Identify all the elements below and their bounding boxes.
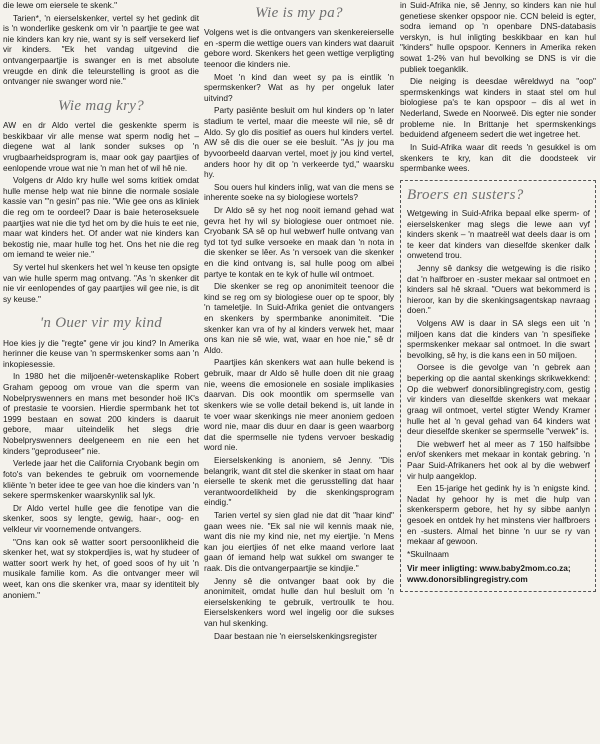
paragraph: Dr Aldo vertel hulle gee die fenotipe van die skenker, soos sy lengte, gewig, haar-, oog- en velkleur vir voornemende ontvangers. (3, 502, 199, 534)
section-heading-wie-is-my-pa: Wie is my pa? (255, 5, 343, 21)
sidebar-box-broers-en-susters (400, 180, 596, 592)
paragraph: Die skenker se reg op anonimiteit teenoor die kind se reg om sy biologiese ouer op te spoor, bly 'n tameletjie. In Suid-Afrika geniet die ontvangers en skenkers by spermbanke anonimiteit. "Die skenker kan vra of hy al kinders verwek het, maar ons kan nie sê wie, wat, waar en hoe nie," sê dr Aldo. (204, 281, 394, 355)
paragraph: Volgens dr Aldo kry hulle wel soms kritiek omdat hulle mense help wat nie binne die normale sosiale kassie van "'n gesin" pas nie. "Wie gee ons as kliniek die reg om te oordeel? Daar is baie heteroseksuele paartjies wat nie die tyd het om by die huis te eet nie, maar wat kinders het. Of ander wat nie kinders kan bekostig nie, maar hulle tog het. Ons het nie die reg om iemand te weier nie." (3, 175, 199, 260)
paragraph: Eierselskenking is anoniem, sê Jenny. "Dis belangrik, want dit stel die skenker in staat om haar eierselle te skenk met die gerusstelling dat haar verantwoordelikheid by die skenkingsprogram eindig." (204, 454, 394, 508)
paragraph: Oorsee is die gevolge van 'n gebrek aan beperking op die aantal skenkings skrikwekkend: Op die webwerf donorsiblingregistry.com, gestig vir kinders van dieselfde skenkers wat mekaar graag wil ontmoet, vertel stigter Wendy Kramer hulle het al 'n geval gehad van 64 kinders wat deur dieselfde skenker se spermselle "verwek" is. (407, 362, 590, 437)
paragraph: die lewe om eiersele te skenk." (3, 0, 118, 10)
section-heading-ouer-vir-my-kind: 'n Ouer vir my kind (39, 315, 163, 332)
column-3 (400, 0, 596, 744)
paragraph: Volgens wet is die ontvangers van skenkereierselle en -sperm die wettige ouers van kinders wat daaruit gebore word. Skenkers het geen wettige verpligting teenoor die kinders nie. (204, 27, 394, 70)
paragraph: Jenny sê danksy die wetgewing is die risiko dat 'n halfbroer en -suster mekaar sal ontmoet en kinders sal hê skraal. "Ouers wat bekommerd is hieroor, kan by die skenkingsagentskap navraag doen." (407, 262, 590, 316)
paragraph: in Suid-Afrika nie, sê Jenny, so kinders kan nie hul genetiese skenker opspoor nie. CCN beleid is egter, sodra iemand op 'n openbare DNS-databasis verskyn, is hul inligting beskikbaar en kan hul "kinders" hulle opspoor. Kenners in Amerika reken sowat 1-2% van hul bevolking se DNS is vir die publiek toeganklik. (400, 0, 596, 74)
section-heading-wie-mag-kry: Wie mag kry? (57, 97, 145, 114)
paragraph: In Suid-Afrika waar dit reeds 'n gesukkel is om skenkers te kry, kan dit die doodsteek vir spermbanke wees. (400, 141, 596, 174)
sidebar-heading: Broers en susters? (407, 186, 524, 203)
column-1 (3, 0, 199, 744)
paragraph: In 1980 het die miljoenêr-wetenskaplike Robert Graham gepoog om vroue van die sperm van Nobelpryswenners en mans met besonder hoë IK's of prestasie te voorsien. Hierdie spermbank het tot 1999 bestaan en sowat 200 kinders is daaruit gebore, maar uiteindelik het slegs drie Nobelpryswenners deelgeneem en nie een het kinders "geproduseer" nie. (3, 371, 199, 456)
paragraph: Daar bestaan nie 'n eierselskenkingsregister (214, 630, 378, 641)
paragraph: AW en dr Aldo vertel die geskenkte sperm is beskikbaar vir alle mense wat sperm nodig het – diegene wat al lank sonder sukses op 'n vrugbaarheidsprogram is, maar ook gay paartjies of eenlopende vroue wat nie 'n man het of wil hê nie. (3, 120, 199, 173)
paragraph: Sy vertel hul skenkers het wel 'n keuse ten opsigte van wie hulle sperm mag ontvang. "As 'n skenker dit nie vir eenlopendes of gay paartjies wil gee nie, is dit sy keuse." (3, 261, 199, 304)
paragraph: Dr Aldo sê sy het nog nooit iemand gehad wat gevra het hy wil sy biologiese ouer ontmoet nie. Cryobank SA sê op hul webwerf hulle ontvang van tyd tot tyd sulke versoeke en maak dan 'n nota in die skenker se lêer. As 'n versoek van die skenker en die kind ontvang is, sal hulle poog om albei partye te kontak en te kyk of hulle wil ontmoet. (204, 204, 394, 279)
paragraph: Paartjies kán skenkers wat aan hulle bekend is gebruik, maar dr Aldo sê hulle doen dit nie graag nie, weens die emosionele en sosiale implikasies daarvan. Dis ook moontlik om spermselle van skenkers wie se volle detail bekend is, uit lande in te voer waar skenkings nie meer anoniem gedoen word nie, maar dis duur en daar is geen waarborg dat die spermselle nie tydens vervoer beskadig word nie. (204, 357, 394, 453)
paragraph: Hoe kies jy die "regte" gene vir jou kind? In Amerika herinner die keuse van 'n spermskenker soms aan 'n inkopiesessie. (3, 337, 199, 369)
column-2 (204, 0, 394, 744)
paragraph: Die neiging is deesdae wêreldwyd na "oop" spermskenkings wat kinders in staat stel om hul biologiese pa's te kan opspoor – dis al wet in Nederland, Swede en Noorweë. Dis egter nie sonder probleme nie. In Brittanje het spermskenkings beduidend afgeneem sedert die wet ingetree het. (400, 76, 596, 140)
paragraph: Tarien vertel sy sien glad nie dat dit "haar kind" gaan wees nie. "Ek sal nie wil kennis maak nie, want dis nie my kind nie, net my eiertjie. 'n Mens kan jou eiertjies óf net elke maand verlore laat gaan óf iemand help wat sukkel om swanger te raak. Dis die ontvangerpaartjie se kindjie." (204, 510, 394, 574)
paragraph: Een 15-jarige het gedink hy is 'n enigste kind. Nadat hy gehoor hy is met die hulp van skenkersperm gebore, het hy sy sibbe aanlyn gesoek en ontdek hy het minstens vier halfbroers en -susters. Almal het binne 'n uur se ry van mekaar af gewoon. (407, 483, 590, 547)
paragraph: Die webwerf het al meer as 7 150 halfsibbe en/of skenkers met mekaar in kontak gebring. 'n Paar Suid-Afrikaners het ook al by die webwerf vir hulp aangeklop. (407, 438, 590, 481)
paragraph: Wetgewing in Suid-Afrika bepaal elke sperm- of eierselskenker mag slegs die lewe aan vyf kinders skenk – 'n maatreël wat deels daar is om te keer dat kinders van dieselfde skenker dalk onwetend trou. (407, 207, 590, 261)
paragraph: Sou ouers hul kinders inlig, wat van die mens se inherente soeke na sy biologiese wortels? (204, 181, 394, 203)
paragraph: Volgens AW is daar in SA slegs een uit 'n miljoen kans dat die kinders van 'n spesifieke spermskenker mekaar sal ontmoet. In die swart bevolking, sê hy, is die kans een in 50 miljoen. (407, 318, 590, 360)
paragraph: Verlede jaar het die California Cryobank begin om foto's van bekendes te gebruik om voornemende kliënte 'n beter idee te gee van hoe die kinders van 'n sekere spermskenker waarskynlik sal lyk. (3, 458, 199, 501)
paragraph: Moet 'n kind dan weet sy pa is eintlik 'n spermskenker? Wat as hy per ongeluk later uitvind? (204, 71, 394, 103)
paragraph: Jenny sê die ontvanger baat ook by die anonimiteit, omdat hulle dan hul besluit om 'n eierselskenking te gebruik, vertroulik te hou. Eierselskenkers word wel ingelig oor die sukses van hul skenking. (204, 575, 394, 629)
paragraph: Party pasiënte besluit om hul kinders op 'n later stadium te vertel, maar die meeste wil nie, sê dr Aldo. Sy glo dis positief as ouers hul kinders vertel. AW sê dis die ouer se eie besluit. "As jy jou ma byvoorbeeld daarvan vertel, moet jy jou kind vertel, anders hoor hy dit op 'n verkeerde tyd," waarsku hy. (204, 105, 394, 180)
footnote: *Skuilnaam (407, 548, 449, 559)
more-info-links: Vir meer inligting: www.baby2mom.co.za; www.donorsiblingregistry.com (407, 563, 571, 585)
paragraph: "Ons kan ook sê watter soort persoonlikheid die skenker het, wat sy stokperdjies is, wat hy studeer of watter soort werk hy het, of goed soos of hy uit 'n musikale familie kom. As die ontvanger meer wil weet, kan ons die skenker vra, maar sy identiteit bly anoniem." (3, 536, 199, 600)
paragraph: Tarien*, 'n eierselskenker, vertel sy het gedink dit is 'n wonderlike geskenk om vir 'n paartjie te gee wat nie kinders kan kry nie, want sy is self versekerd lief vir kinders. "Ek het vandag uitgevind die ontvangerpaartjie is swanger en is met absolute vreugde en dink die teleurstelling is groot as die ontvanger nie swanger word nie." (3, 12, 199, 87)
